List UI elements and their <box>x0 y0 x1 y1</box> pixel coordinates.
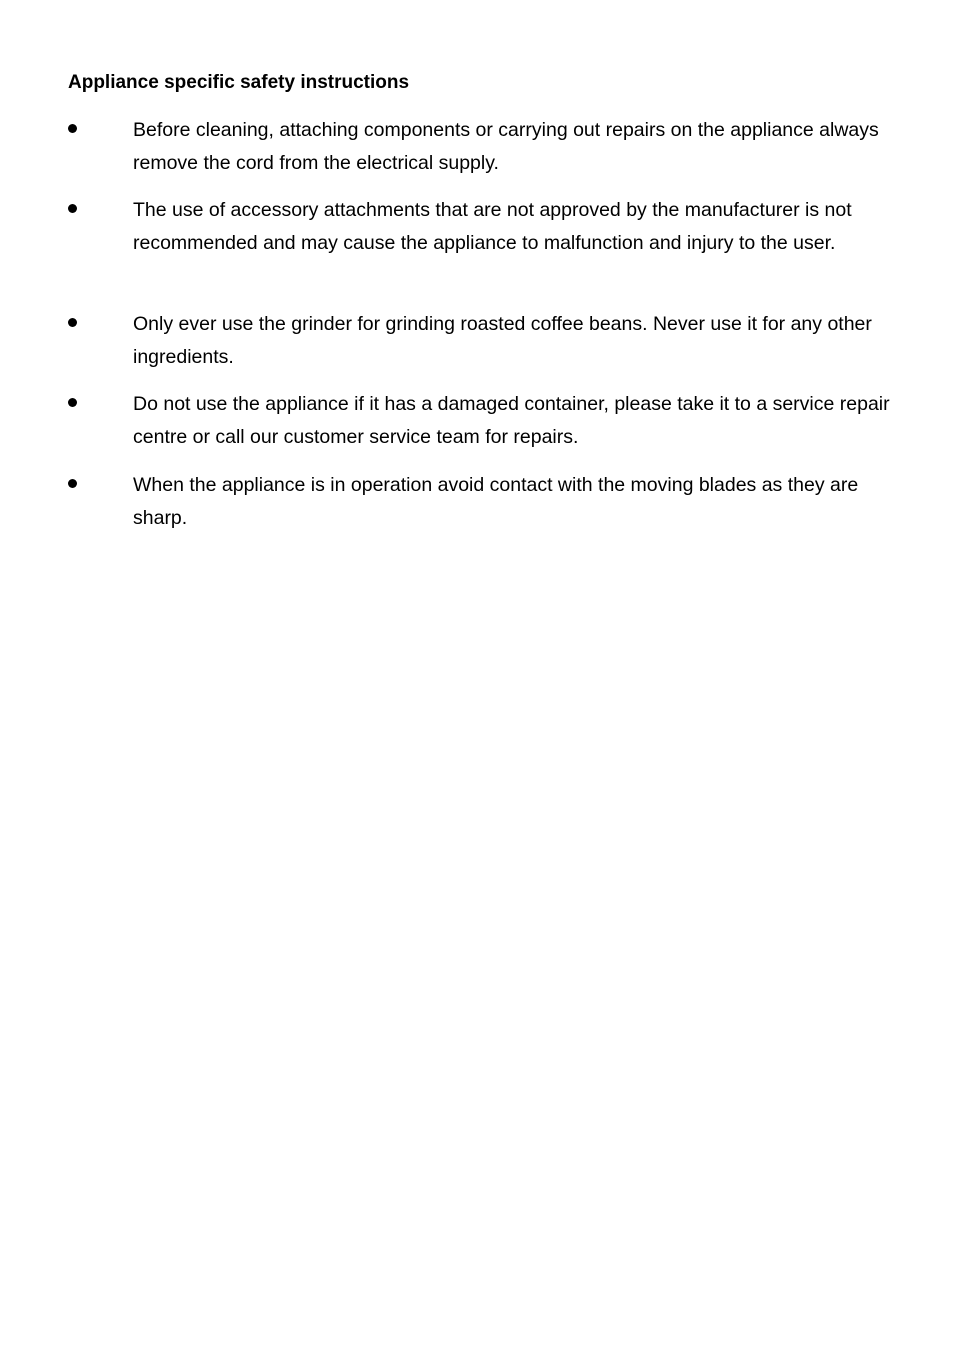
list-item-text: Before cleaning, attaching components or carrying out repairs on the appliance always remove the cord from the electrical supply. <box>133 119 879 174</box>
bullet-icon <box>68 479 77 488</box>
bullet-icon <box>68 318 77 327</box>
list-item-text: When the appliance is in operation avoid contact with the moving blades as they are sharp. <box>133 474 859 529</box>
bullet-icon <box>68 124 77 133</box>
list-item-text: Only ever use the grinder for grinding roasted coffee beans. Never use it for any other ingredients. <box>133 313 872 368</box>
bullet-icon <box>68 398 77 407</box>
section-heading: Appliance specific safety instructions <box>68 72 410 93</box>
bullet-icon <box>68 204 77 213</box>
list-item-text: The use of accessory attachments that are not approved by the manufacturer is not recommended and may cause the appliance to malfunction and injury to the user. <box>133 199 852 254</box>
list-item-text: Do not use the appliance if it has a damaged container, please take it to a service repair centre or call our customer service team for repairs. <box>133 393 890 448</box>
